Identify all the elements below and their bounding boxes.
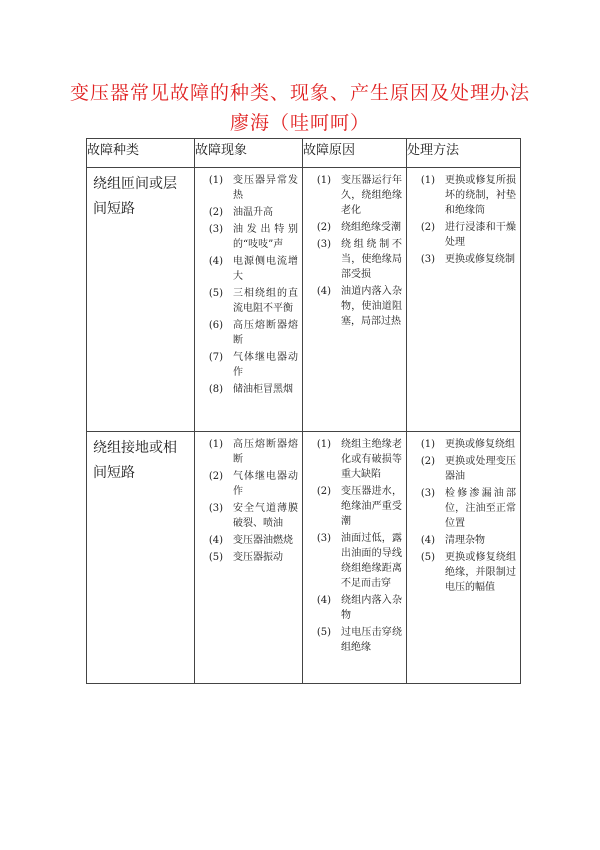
item-number: (6) (208, 320, 223, 331)
item-number: (2) (420, 456, 435, 467)
item-number: (2) (420, 222, 435, 233)
item-text: 过电压击穿绕组绝缘 (341, 627, 402, 653)
list-item (407, 252, 516, 267)
item-text: 清理杂物 (445, 535, 485, 546)
item-number: (3) (316, 239, 331, 250)
item-number: (1) (316, 439, 331, 450)
methods-cell (407, 432, 521, 684)
methods-list (407, 432, 520, 601)
header-treatment-method: 处理方法 (407, 139, 521, 168)
item-number: (3) (208, 503, 223, 514)
item-text: 油道内落入杂物，使油道阻塞，局部过热 (341, 286, 402, 327)
list-item (407, 486, 516, 531)
item-number: (1) (208, 175, 223, 186)
item-text: 绕组内落入杂物 (341, 595, 402, 621)
causes-cell (303, 168, 407, 432)
header-fault-cause: 故障原因 (303, 139, 407, 168)
item-number: (4) (420, 535, 435, 546)
item-text: 更换或修复所损坏的绕制，衬垫和绝缘筒 (445, 175, 516, 216)
item-number: (3) (208, 224, 223, 235)
item-text: 更换或处理变压器油 (445, 456, 516, 482)
item-text: 储油柜冒黑烟 (233, 384, 293, 395)
item-number: (5) (420, 552, 435, 563)
list-item (195, 173, 298, 203)
list-item (195, 350, 298, 380)
item-text: 气体继电器动作 (233, 471, 298, 497)
item-text: 油面过低，露出油面的导线绕组绝缘距离不足而击穿 (341, 533, 402, 589)
item-number: (2) (208, 207, 223, 218)
item-number: (5) (208, 552, 223, 563)
list-item (303, 531, 402, 591)
item-text: 高压熔断器熔断 (233, 320, 298, 346)
item-text: 气体继电器动作 (233, 352, 298, 378)
item-number: (3) (420, 254, 435, 265)
item-text: 变压器运行年久，绕组绝缘老化 (341, 175, 402, 216)
list-item (303, 593, 402, 623)
list-item (195, 254, 298, 284)
header-fault-type: 故障种类 (87, 139, 195, 168)
phenomena-cell (195, 432, 303, 684)
item-number: (1) (420, 439, 435, 450)
list-item (303, 173, 402, 218)
item-text: 更换或修复绕组绝缘，并限制过电压的幅值 (445, 552, 516, 593)
item-text: 三相绕组的直流电阻不平衡 (233, 288, 298, 314)
item-text: 油发出特别的“吱吱”声 (233, 224, 298, 250)
item-number: (4) (208, 535, 223, 546)
fault-category: 绕组匝间或层间短路 (87, 168, 195, 432)
fault-category: 绕组接地或相间短路 (87, 432, 195, 684)
item-number: (2) (316, 486, 331, 497)
list-item (407, 173, 516, 218)
methods-cell (407, 168, 521, 432)
table-row (87, 168, 521, 432)
item-number: (7) (208, 352, 223, 363)
document-author: 廖海（哇呵呵） (229, 112, 370, 134)
item-text: 电源侧电流增大 (233, 256, 298, 282)
causes-cell (303, 432, 407, 684)
methods-list (407, 168, 520, 273)
list-item (303, 284, 402, 329)
list-item (195, 286, 298, 316)
item-number: (4) (316, 595, 331, 606)
item-text: 高压熔断器熔断 (233, 439, 298, 465)
list-item (407, 437, 516, 452)
header-fault-phenomenon: 故障现象 (195, 139, 303, 168)
table-header-row (87, 139, 521, 168)
list-item (195, 469, 298, 499)
item-text: 检修渗漏油部位，注油至正常位置 (445, 488, 516, 529)
item-text: 绕组绕制不当，使绝缘局部受损 (341, 239, 402, 280)
list-item (407, 550, 516, 595)
fault-table (86, 138, 521, 684)
item-text: 变压器油燃烧 (233, 535, 293, 546)
item-number: (2) (316, 222, 331, 233)
phenomena-list (195, 168, 302, 403)
list-item (195, 501, 298, 531)
item-text: 安全气道薄膜破裂、喷油 (233, 503, 298, 529)
causes-list (303, 168, 406, 335)
list-item (195, 437, 298, 467)
item-number: (5) (316, 627, 331, 638)
list-item (303, 484, 402, 529)
list-item (195, 533, 298, 548)
list-item (195, 205, 298, 220)
item-number: (4) (208, 256, 223, 267)
item-text: 油温升高 (233, 207, 273, 218)
list-item (195, 222, 298, 252)
item-number: (5) (208, 288, 223, 299)
item-text: 变压器进水，绝缘油严重受潮 (341, 486, 402, 527)
item-text: 变压器振动 (233, 552, 283, 563)
list-item (195, 382, 298, 397)
item-number: (1) (208, 439, 223, 450)
item-number: (4) (316, 286, 331, 297)
document-title: 变压器常见故障的种类、现象、产生原因及处理办法 (69, 82, 530, 104)
item-number: (2) (208, 471, 223, 482)
causes-list (303, 432, 406, 661)
list-item (303, 437, 402, 482)
list-item (407, 220, 516, 250)
item-text: 更换或修复绕组 (445, 439, 515, 450)
list-item (195, 550, 298, 565)
list-item (303, 220, 402, 235)
item-text: 更换或修复绕制 (445, 254, 515, 265)
item-number: (3) (420, 488, 435, 499)
list-item (407, 454, 516, 484)
item-text: 绕组主绝缘老化或有破损等重大缺陷 (341, 439, 402, 480)
phenomena-cell (195, 168, 303, 432)
item-number: (1) (420, 175, 435, 186)
phenomena-list (195, 432, 302, 571)
item-text: 进行浸漆和干燥处理 (445, 222, 516, 248)
item-number: (3) (316, 533, 331, 544)
list-item (195, 318, 298, 348)
item-text: 绕组绝缘受潮 (341, 222, 401, 233)
item-number: (8) (208, 384, 223, 395)
list-item (303, 237, 402, 282)
item-text: 变压器异常发热 (233, 175, 298, 201)
table-row (87, 432, 521, 684)
list-item (303, 625, 402, 655)
list-item (407, 533, 516, 548)
item-number: (1) (316, 175, 331, 186)
